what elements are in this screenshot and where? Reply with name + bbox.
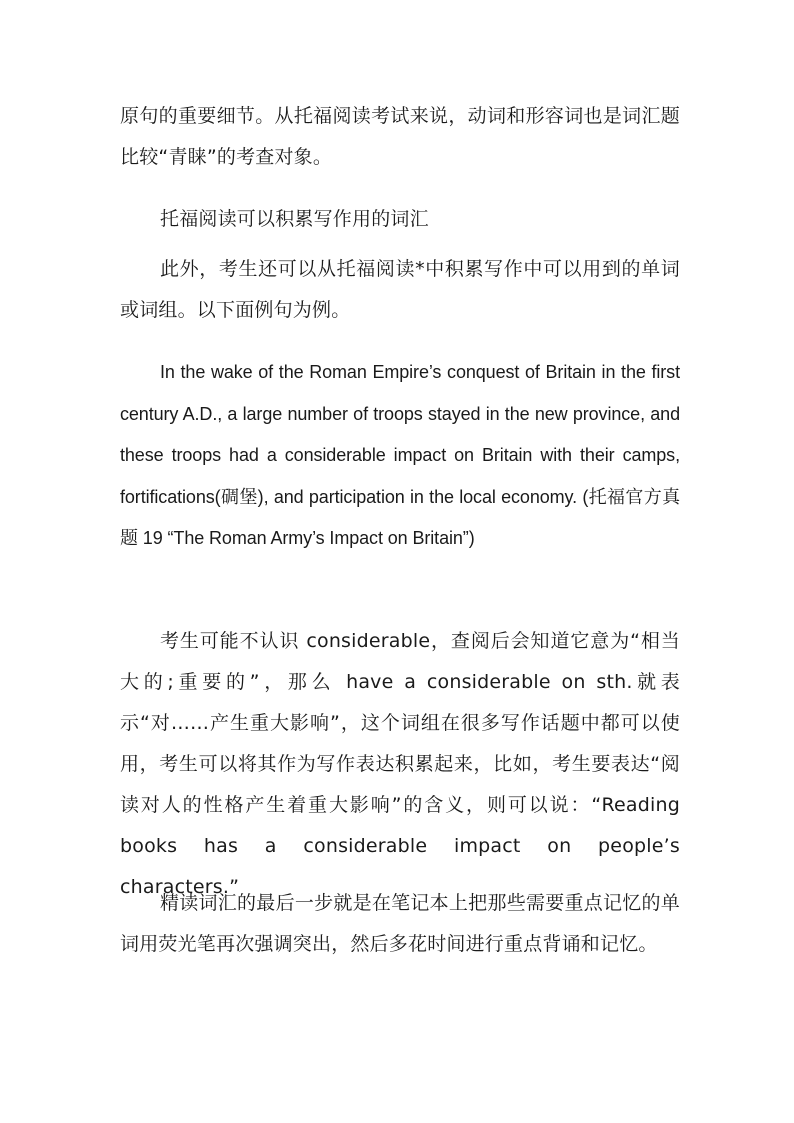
example-sentence: In the wake of the Roman Empire’s conquest of Britain in the first century A.D., a large number of troops stayed in the new province, and these troops had a considerable impact on Britain with their camps, fortifications(碉堡), and participation in the local economy. (托福官方真题 19 “The Roman Army’s Impact on Britain”) <box>120 362 680 548</box>
paragraph-continuation: 原句的重要细节。从托福阅读考试来说，动词和形容词也是词汇题比较“青睐”的考查对象。 <box>120 105 680 168</box>
paragraph-intro: 此外，考生还可以从托福阅读*中积累写作中可以用到的单词或词组。以下面例句为例。 <box>120 258 680 321</box>
section-heading: 托福阅读可以积累写作用的词汇 <box>160 208 429 230</box>
paragraph-explanation: 考生可能不认识 considerable，查阅后会知道它意为“相当大的;重要的”，那么 have a considerable on sth.就表示“对……产生重大影响”，这个词组在很多写作话题中都可以使用，考生可以将其作为写作表达积累起来，比如，考生要表达“阅读对人的性格产生着重大影响”的含义，则可以说：“Reading books has a considerable impact on people’s characters.” <box>120 630 680 898</box>
paragraph-conclusion: 精读词汇的最后一步就是在笔记本上把那些需要重点记忆的单词用荧光笔再次强调突出，然后多花时间进行重点背诵和记忆。 <box>120 892 680 955</box>
